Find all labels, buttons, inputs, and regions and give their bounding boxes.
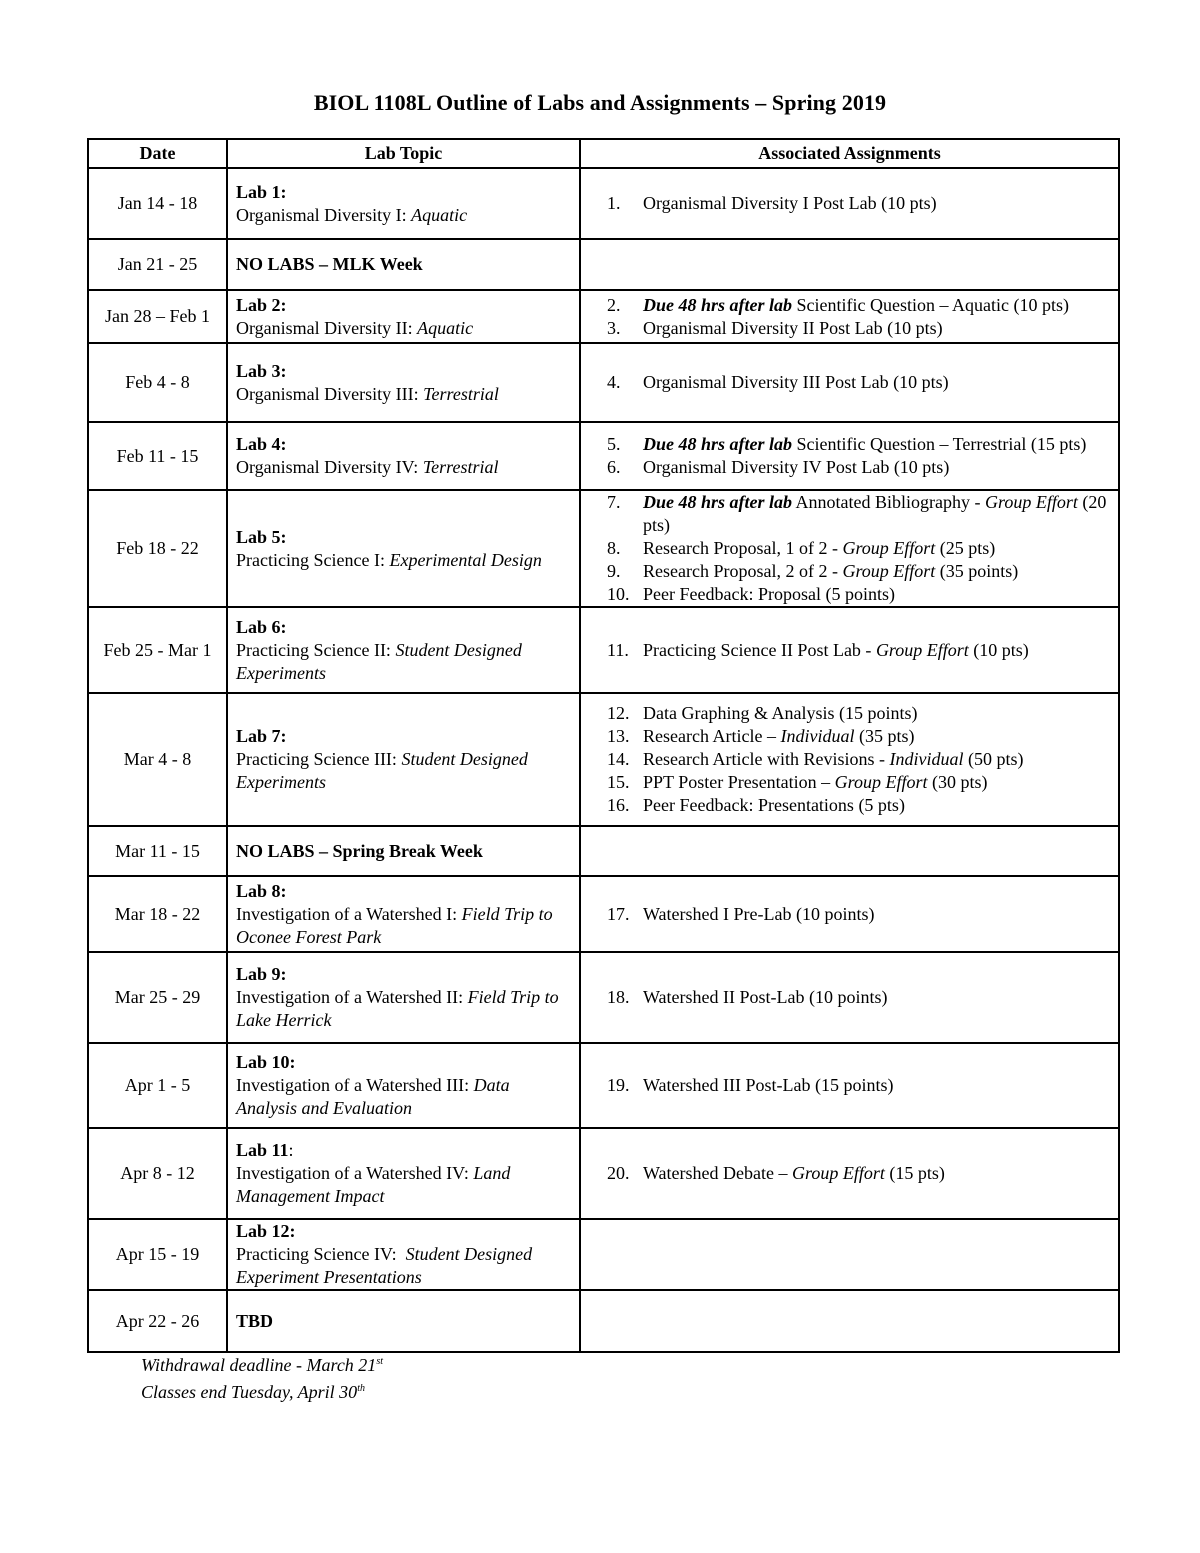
row-assignments: [580, 876, 1119, 952]
topic-text: Investigation of a Watershed II:: [236, 987, 468, 1007]
lab-title: Lab 6:: [236, 616, 287, 637]
no-lab-label: TBD: [236, 1310, 274, 1331]
row-lab-topic: [227, 693, 580, 826]
row-assignments: [580, 1290, 1119, 1352]
assignment-number: 19.: [607, 1075, 630, 1095]
row-assignments: [580, 239, 1119, 290]
topic-emphasis: Terrestrial: [423, 383, 499, 404]
assignment-item: [607, 702, 1110, 725]
row-assignments: [580, 826, 1119, 876]
table-row: [88, 607, 1119, 693]
table-row: [88, 422, 1119, 490]
assignment-text: [643, 294, 1110, 317]
assignment-points: (50 pts): [963, 749, 1024, 769]
table-row: [88, 1219, 1119, 1290]
row-lab-topic: [227, 1290, 580, 1352]
assignment-list: [589, 491, 1110, 606]
row-date: Feb 25 - Mar 1: [88, 607, 227, 693]
lab-topic: [236, 549, 571, 572]
no-lab-label: NO LABS – Spring Break Week: [236, 840, 483, 861]
assignment-text: [643, 192, 1110, 215]
assignment-text: [643, 433, 1110, 456]
assignment-number: 8.: [607, 538, 621, 558]
lab-topic: [236, 1074, 571, 1120]
assignment-effort: Group Effort: [834, 772, 928, 792]
topic-emphasis: Field Trip to Oconee Forest Park: [236, 903, 558, 947]
lab-topic: [236, 986, 571, 1032]
assignment-title: PPT Poster Presentation –: [643, 772, 835, 792]
topic-text: Organismal Diversity II:: [236, 317, 418, 338]
topic-emphasis: Data Analysis and Evaluation: [236, 1075, 514, 1118]
lab-title: Lab 12:: [236, 1221, 296, 1241]
assignment-title: Research Article with Revisions -: [643, 749, 890, 769]
assignment-number: 5.: [607, 434, 621, 454]
assignment-title: Organismal Diversity II Post Lab (10 pts): [643, 317, 943, 338]
assignment-item: [607, 986, 1110, 1009]
assignment-number: 3.: [607, 317, 621, 338]
assignment-item: [607, 433, 1110, 456]
topic-text: Practicing Science I:: [236, 549, 390, 570]
row-assignments: [580, 343, 1119, 422]
assignment-item: [607, 560, 1110, 583]
assignment-number: 10.: [607, 584, 630, 604]
assignment-item: [607, 1162, 1110, 1185]
lab-topic: [236, 383, 571, 406]
assignment-number: 9.: [607, 561, 621, 581]
lab-title: Lab 1:: [236, 181, 287, 202]
assignment-effort: Individual: [780, 726, 855, 746]
assignment-text: [643, 725, 1110, 748]
topic-emphasis: Aquatic: [411, 204, 468, 225]
assignment-title: Scientific Question – Aquatic (10 pts): [792, 294, 1069, 315]
due-note: Due 48 hrs after lab: [643, 434, 793, 454]
assignment-list: [589, 192, 1110, 215]
assignment-title: Peer Feedback: Proposal (5 points): [643, 584, 895, 604]
assignment-item: [607, 771, 1110, 794]
lab-title-suffix: :: [288, 1140, 294, 1160]
lab-title: Lab 4:: [236, 434, 287, 454]
lab-title: Lab 7:: [236, 726, 287, 746]
topic-emphasis: Student Designed Experiment Presentations: [236, 1244, 537, 1287]
assignment-text: [643, 639, 1110, 662]
due-note: Due 48 hrs after lab: [643, 294, 793, 315]
assignment-number: 7.: [607, 492, 621, 512]
lab-number: [236, 526, 571, 549]
assignment-points: (35 pts): [854, 726, 915, 746]
topic-text: Investigation of a Watershed IV:: [236, 1163, 474, 1183]
row-lab-topic: [227, 1219, 580, 1290]
assignment-text: [643, 986, 1110, 1009]
row-assignments: [580, 1043, 1119, 1128]
row-assignments: [580, 693, 1119, 826]
lab-topic: [236, 456, 571, 479]
lab-topic: [236, 903, 571, 949]
assignment-text: [643, 1074, 1110, 1097]
row-assignments: [580, 168, 1119, 239]
assignment-effort: Group Effort: [842, 561, 936, 581]
assignment-number: 2.: [607, 294, 621, 315]
assignment-title: Research Proposal, 1 of 2 -: [643, 538, 843, 558]
row-assignments: [580, 422, 1119, 490]
row-lab-topic: [227, 952, 580, 1043]
lab-topic: [236, 1243, 571, 1289]
assignment-title: Organismal Diversity IV Post Lab (10 pts): [643, 457, 950, 477]
lab-topic: [236, 1162, 571, 1208]
footnotes: [141, 1350, 383, 1404]
lab-topic: [236, 748, 571, 794]
lab-title: Lab 11: [236, 1140, 289, 1160]
assignment-item: [607, 294, 1110, 317]
assignment-text: [643, 748, 1110, 771]
due-note: Due 48 hrs after lab: [643, 492, 793, 512]
lab-number: [236, 616, 571, 639]
table-row: [88, 876, 1119, 952]
assignment-title: Annotated Bibliography -: [792, 492, 985, 512]
lab-topic: [236, 317, 571, 340]
row-date: Mar 11 - 15: [88, 826, 227, 876]
assignment-list: [589, 433, 1110, 479]
assignment-item: [607, 748, 1110, 771]
row-date: Mar 18 - 22: [88, 876, 227, 952]
topic-text: Investigation of a Watershed I:: [236, 903, 462, 924]
assignment-item: [607, 794, 1110, 817]
assignment-item: [607, 903, 1110, 926]
assignment-item: [607, 583, 1110, 606]
assignment-number: 20.: [607, 1163, 630, 1183]
row-assignments: [580, 607, 1119, 693]
topic-text: Practicing Science III:: [236, 749, 402, 769]
assignment-number: 4.: [607, 372, 621, 392]
row-date: Mar 4 - 8: [88, 693, 227, 826]
row-assignments: [580, 1128, 1119, 1219]
assignment-title: Research Article –: [643, 726, 781, 746]
assignment-effort: Group Effort: [842, 538, 936, 558]
assignment-points: (15 pts): [884, 1163, 945, 1183]
row-assignments: [580, 490, 1119, 607]
row-lab-topic: [227, 876, 580, 952]
assignment-item: [607, 456, 1110, 479]
assignment-number: 12.: [607, 703, 630, 723]
assignment-text: [643, 702, 1110, 725]
row-date: Apr 8 - 12: [88, 1128, 227, 1219]
assignment-text: [643, 1162, 1110, 1185]
assignment-list: [589, 903, 1110, 926]
note-withdrawal: Withdrawal deadline - March 21st: [141, 1355, 383, 1375]
row-lab-topic: [227, 343, 580, 422]
header-row: [88, 139, 1119, 168]
table-row: [88, 952, 1119, 1043]
lab-title: Lab 9:: [236, 964, 287, 984]
lab-number: [236, 360, 571, 383]
assignment-title: Scientific Question – Terrestrial (15 pts): [792, 434, 1087, 454]
assignment-effort: Group Effort: [875, 639, 969, 660]
topic-emphasis: Aquatic: [417, 317, 474, 338]
row-date: Apr 15 - 19: [88, 1219, 227, 1290]
row-date: Feb 4 - 8: [88, 343, 227, 422]
assignment-title: Organismal Diversity III Post Lab (10 pts): [643, 372, 949, 392]
row-date: Feb 11 - 15: [88, 422, 227, 490]
row-date: Apr 22 - 26: [88, 1290, 227, 1352]
assignment-text: [643, 537, 1110, 560]
header-lab-topic: Lab Topic: [227, 139, 580, 168]
assignment-points: (20 pts): [643, 492, 1111, 535]
row-lab-topic: [227, 607, 580, 693]
assignment-list: [589, 1074, 1110, 1097]
assignment-item: [607, 317, 1110, 340]
assignment-effort: Group Effort: [985, 492, 1078, 512]
table-row: [88, 1290, 1119, 1352]
row-date: Jan 21 - 25: [88, 239, 227, 290]
lab-title: Lab 8:: [236, 880, 287, 901]
row-lab-topic: [227, 168, 580, 239]
topic-emphasis: Terrestrial: [422, 457, 499, 477]
assignment-title: Watershed II Post-Lab (10 points): [643, 987, 888, 1007]
row-lab-topic: [227, 1128, 580, 1219]
table-row: [88, 490, 1119, 607]
schedule-table: [87, 138, 1120, 1353]
table-row: [88, 826, 1119, 876]
assignment-title: Peer Feedback: Presentations (5 pts): [643, 795, 905, 815]
assignment-text: [643, 794, 1110, 817]
assignment-number: 15.: [607, 772, 630, 792]
note-classes-end: Classes end Tuesday, April 30th: [141, 1382, 365, 1402]
row-assignments: [580, 952, 1119, 1043]
lab-title: Lab 2:: [236, 294, 287, 315]
lab-topic: [236, 204, 571, 227]
topic-text: Investigation of a Watershed III:: [236, 1075, 474, 1095]
table-row: [88, 1043, 1119, 1128]
assignment-text: [643, 317, 1110, 340]
assignment-points: (30 pts): [927, 772, 988, 792]
row-assignments: [580, 1219, 1119, 1290]
lab-number: [236, 294, 571, 317]
lab-title: Lab 5:: [236, 526, 287, 547]
table-row: [88, 1128, 1119, 1219]
assignment-list: [589, 371, 1110, 394]
topic-text: Organismal Diversity III:: [236, 383, 424, 404]
lab-topic: [236, 639, 571, 685]
assignment-title: Research Proposal, 2 of 2 -: [643, 561, 843, 581]
assignment-text: [643, 903, 1110, 926]
assignment-text: [643, 771, 1110, 794]
assignment-title: Watershed Debate –: [643, 1163, 792, 1183]
row-date: Feb 18 - 22: [88, 490, 227, 607]
assignment-item: [607, 491, 1110, 537]
assignment-number: 18.: [607, 987, 630, 1007]
assignment-effort: Individual: [889, 749, 964, 769]
lab-number: [236, 1220, 571, 1243]
topic-text: Practicing Science II:: [236, 639, 396, 660]
table-row: [88, 290, 1119, 343]
table-row: [88, 239, 1119, 290]
assignment-number: 11.: [607, 639, 629, 660]
row-lab-topic: [227, 1043, 580, 1128]
lab-title: Lab 3:: [236, 360, 287, 381]
row-lab-topic: [227, 422, 580, 490]
assignment-number: 6.: [607, 457, 621, 477]
topic-emphasis: Student Designed Experiments: [236, 639, 527, 683]
assignment-number: 1.: [607, 193, 621, 213]
table-row: [88, 168, 1119, 239]
assignment-title: Watershed I Pre-Lab (10 points): [643, 903, 875, 924]
row-date: Mar 25 - 29: [88, 952, 227, 1043]
assignment-points: (10 pts): [968, 639, 1029, 660]
assignment-list: [589, 702, 1110, 817]
assignment-item: [607, 725, 1110, 748]
assignment-title: Practicing Science II Post Lab -: [643, 639, 876, 660]
no-lab-label: NO LABS – MLK Week: [236, 254, 423, 274]
lab-title: Lab 10:: [236, 1052, 296, 1072]
row-date: Jan 28 – Feb 1: [88, 290, 227, 343]
assignment-title: Watershed III Post-Lab (15 points): [643, 1075, 894, 1095]
assignment-list: [589, 986, 1110, 1009]
lab-number: [236, 181, 571, 204]
assignment-list: [589, 294, 1110, 340]
lab-number: [236, 1051, 571, 1074]
topic-text: Organismal Diversity IV:: [236, 457, 423, 477]
assignment-item: [607, 192, 1110, 215]
row-lab-topic: [227, 490, 580, 607]
topic-emphasis: Student Designed Experiments: [236, 749, 533, 792]
assignment-number: 16.: [607, 795, 630, 815]
header-assignments: Associated Assignments: [580, 139, 1119, 168]
assignment-points: (35 points): [935, 561, 1019, 581]
assignment-title: Data Graphing & Analysis (15 points): [643, 703, 918, 723]
topic-emphasis: Experimental Design: [389, 549, 542, 570]
assignment-item: [607, 1074, 1110, 1097]
assignment-effort: Group Effort: [791, 1163, 885, 1183]
assignment-points: (25 pts): [935, 538, 996, 558]
table-row: [88, 693, 1119, 826]
lab-number: [236, 963, 571, 986]
row-date: Jan 14 - 18: [88, 168, 227, 239]
assignment-item: [607, 371, 1110, 394]
assignment-text: [643, 560, 1110, 583]
topic-text: Organismal Diversity I:: [236, 204, 412, 225]
lab-number: [236, 725, 571, 748]
assignment-title: Organismal Diversity I Post Lab (10 pts): [643, 193, 937, 213]
topic-emphasis: Field Trip to Lake Herrick: [236, 987, 564, 1030]
assignment-item: [607, 537, 1110, 560]
table-row: [88, 343, 1119, 422]
assignment-text: [643, 583, 1110, 606]
assignment-list: [589, 1162, 1110, 1185]
lab-number: [236, 1139, 571, 1162]
assignment-text: [643, 491, 1110, 537]
assignment-text: [643, 371, 1110, 394]
topic-text: Practicing Science IV:: [236, 1244, 406, 1264]
row-assignments: [580, 290, 1119, 343]
row-lab-topic: [227, 826, 580, 876]
lab-number: [236, 880, 571, 903]
header-date: Date: [88, 139, 227, 168]
row-lab-topic: [227, 239, 580, 290]
assignment-number: 14.: [607, 749, 630, 769]
topic-emphasis: Land Management Impact: [236, 1163, 515, 1206]
assignment-number: 13.: [607, 726, 630, 746]
assignment-text: [643, 456, 1110, 479]
lab-number: [236, 433, 571, 456]
page-title: BIOL 1108L Outline of Labs and Assignments – Spring 2019: [313, 90, 887, 115]
row-lab-topic: [227, 290, 580, 343]
assignment-list: [589, 639, 1110, 662]
row-date: Apr 1 - 5: [88, 1043, 227, 1128]
assignment-item: [607, 639, 1110, 662]
assignment-number: 17.: [607, 903, 630, 924]
